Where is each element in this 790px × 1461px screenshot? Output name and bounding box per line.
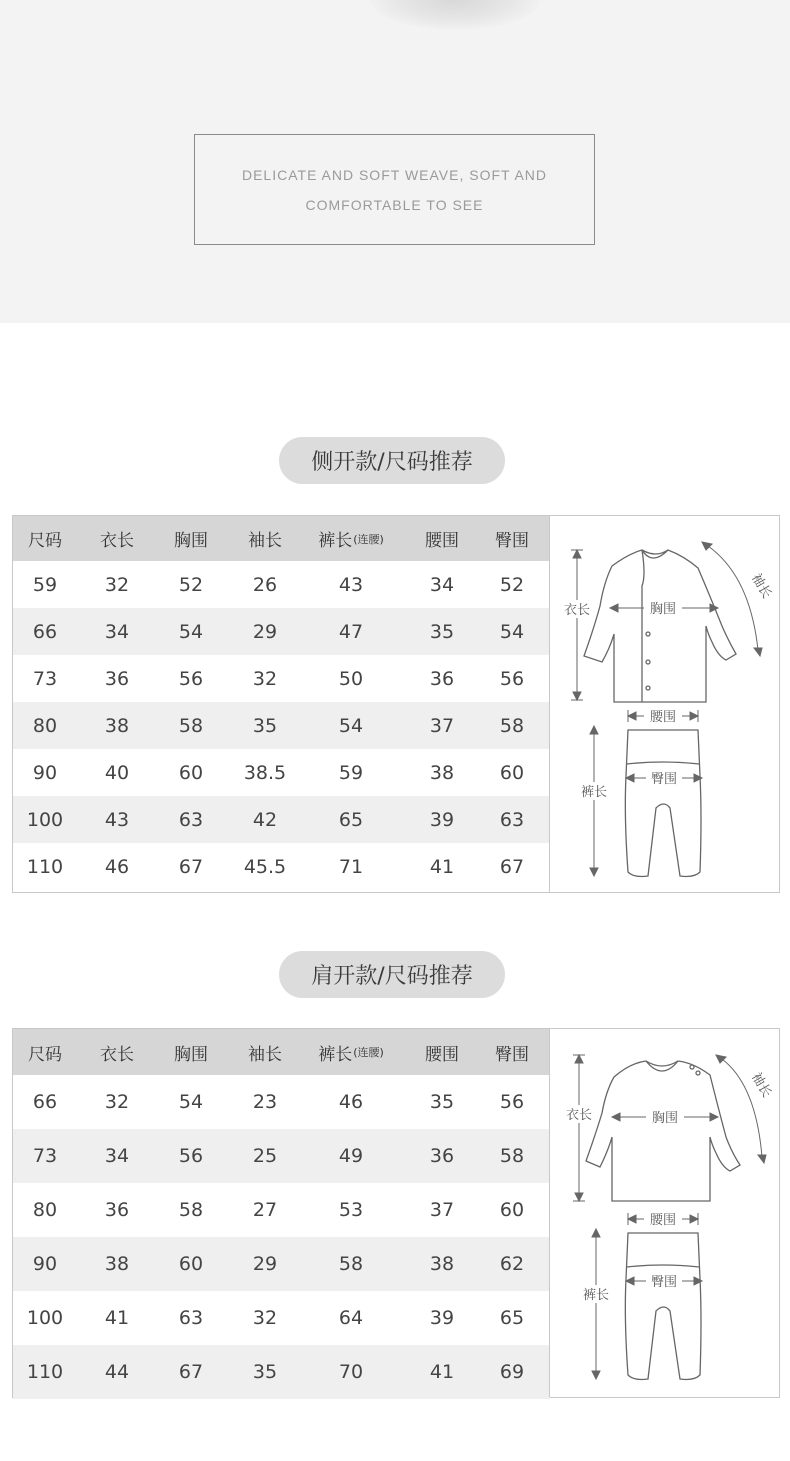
label-pants-length: 裤长 — [580, 785, 608, 800]
table-cell: 36 — [104, 1199, 130, 1221]
column-header-text: 腰围 — [425, 531, 459, 551]
section-title-text: 侧开款/尺码推荐 — [311, 450, 473, 475]
table-cell: 58 — [178, 714, 204, 737]
column-header — [425, 1029, 459, 1075]
table-cell: 27 — [252, 1199, 278, 1221]
column-header-text: 臀围 — [495, 1044, 529, 1065]
table-cell: 54 — [499, 620, 525, 643]
table-cell: 38 — [104, 714, 130, 737]
table-cell: 54 — [178, 1091, 204, 1113]
table-cell: 53 — [338, 1199, 364, 1221]
table-row — [13, 702, 550, 749]
table-cell: 90 — [32, 1253, 58, 1275]
pants-icon — [625, 730, 701, 877]
column-header — [28, 516, 62, 561]
table-cell: 100 — [26, 808, 64, 831]
table-cell: 59 — [32, 573, 58, 596]
table-header-row — [13, 516, 550, 561]
table-cell: 66 — [32, 1091, 58, 1113]
table-cell: 46 — [104, 855, 130, 878]
column-header — [174, 1029, 208, 1075]
column-header — [28, 1029, 62, 1075]
table-cell: 56 — [499, 1091, 525, 1113]
table-cell: 32 — [252, 667, 278, 690]
column-header-text: 腰围 — [425, 1044, 459, 1065]
table-row — [13, 1183, 550, 1237]
column-header-text: 袖长 — [248, 1044, 282, 1065]
table-cell: 45.5 — [243, 855, 287, 878]
column-header — [100, 516, 134, 561]
table-cell: 58 — [338, 1253, 364, 1275]
table-row — [13, 1345, 550, 1399]
column-header-text: 胸围 — [174, 1044, 208, 1065]
table-cell: 40 — [104, 761, 130, 784]
table-cell: 41 — [104, 1307, 130, 1329]
table-cell: 46 — [338, 1091, 364, 1113]
table-cell: 34 — [429, 573, 455, 596]
table-cell: 60 — [499, 761, 525, 784]
table-cell: 64 — [338, 1307, 364, 1329]
top-garment-icon — [584, 550, 736, 702]
table-cell: 38 — [429, 1253, 455, 1275]
tagline-box — [194, 134, 595, 245]
table-cell: 63 — [178, 808, 204, 831]
table-cell: 52 — [178, 573, 204, 596]
top-garment-icon — [586, 1061, 740, 1201]
table-cell: 80 — [32, 1199, 58, 1221]
table-cell: 90 — [32, 761, 58, 784]
table-cell: 36 — [104, 667, 130, 690]
table-cell: 29 — [252, 1253, 278, 1275]
table-cell: 35 — [429, 1091, 455, 1113]
table-cell: 110 — [26, 855, 64, 878]
size-chart-shoulder-open — [12, 1028, 780, 1398]
table-cell: 43 — [104, 808, 130, 831]
table-row — [13, 1075, 550, 1129]
table-cell: 67 — [178, 1361, 204, 1383]
hero-banner — [0, 0, 790, 323]
table-cell: 58 — [178, 1199, 204, 1221]
table-row — [13, 608, 550, 655]
table-cell: 60 — [178, 761, 204, 784]
table-cell: 39 — [429, 808, 455, 831]
column-header-text: 裤长 — [318, 1044, 353, 1065]
table-cell: 67 — [178, 855, 204, 878]
table-cell: 36 — [429, 667, 455, 690]
table-cell: 56 — [178, 667, 204, 690]
table-cell: 35 — [429, 620, 455, 643]
table-cell: 52 — [499, 573, 525, 596]
column-header — [248, 1029, 282, 1075]
table-cell: 41 — [429, 1361, 455, 1383]
column-header-text: 衣长 — [100, 531, 134, 551]
pants-length-arrow — [590, 726, 598, 876]
table-cell: 56 — [178, 1145, 204, 1167]
label-length: 衣长 — [563, 603, 591, 618]
table-cell: 50 — [338, 667, 364, 690]
table-row — [13, 843, 550, 890]
table-cell: 73 — [32, 1145, 58, 1167]
table-cell: 110 — [26, 1361, 64, 1383]
table-row — [13, 749, 550, 796]
garment-diagram-svg — [550, 1029, 779, 1397]
size-table — [13, 516, 550, 890]
label-chest: 胸围 — [649, 602, 677, 617]
table-cell: 26 — [252, 573, 278, 596]
table-cell: 70 — [338, 1361, 364, 1383]
table-cell: 65 — [338, 808, 364, 831]
column-header-note: (连腰) — [353, 1046, 384, 1059]
measurement-diagram — [549, 516, 779, 892]
table-cell: 32 — [104, 1091, 130, 1113]
table-cell: 58 — [499, 714, 525, 737]
table-cell: 43 — [338, 573, 364, 596]
table-cell: 38 — [104, 1253, 130, 1275]
table-header-row — [13, 1029, 550, 1075]
table-cell: 80 — [32, 714, 58, 737]
column-header — [495, 1029, 529, 1075]
column-header-text: 衣长 — [100, 1044, 134, 1065]
table-row — [13, 1237, 550, 1291]
table-row — [13, 561, 550, 608]
section-title-shoulder-open — [279, 951, 505, 998]
table-cell: 38.5 — [243, 761, 287, 784]
table-cell: 63 — [499, 808, 525, 831]
table-cell: 59 — [338, 761, 364, 784]
tagline-line-1: DELICATE AND SOFT WEAVE, SOFT AND — [241, 166, 547, 183]
table-cell: 66 — [32, 620, 58, 643]
table-cell: 29 — [252, 620, 278, 643]
column-header-text: 胸围 — [174, 531, 208, 551]
column-header — [174, 516, 208, 561]
column-header-note: (连腰) — [353, 532, 384, 546]
table-cell: 58 — [499, 1145, 525, 1167]
pants-icon — [625, 1233, 701, 1380]
size-chart-side-open — [12, 515, 780, 893]
table-cell: 34 — [104, 1145, 130, 1167]
tagline-line-2: COMFORTABLE TO SEE — [305, 196, 484, 213]
length-arrow — [571, 550, 583, 700]
label-hip: 臀围 — [650, 772, 678, 787]
table-cell: 23 — [252, 1091, 278, 1113]
label-hip: 臀围 — [650, 1275, 678, 1290]
table-cell: 54 — [178, 620, 204, 643]
table-cell: 54 — [338, 714, 364, 737]
table-cell: 73 — [32, 667, 58, 690]
label-sleeve: 袖长 — [748, 571, 775, 602]
table-cell: 42 — [252, 808, 278, 831]
table-cell: 62 — [499, 1253, 525, 1275]
table-row — [13, 655, 550, 702]
size-table — [13, 1029, 550, 1399]
label-pants-length: 裤长 — [582, 1288, 610, 1303]
table-cell: 39 — [429, 1307, 455, 1329]
column-header — [425, 516, 459, 561]
table-cell: 71 — [338, 855, 364, 878]
table-cell: 60 — [178, 1253, 204, 1275]
table-cell: 34 — [104, 620, 130, 643]
product-image-fragment — [370, 0, 540, 30]
length-arrow — [573, 1055, 585, 1201]
column-header-text: 臀围 — [495, 531, 529, 551]
table-cell: 100 — [26, 1307, 64, 1329]
table-cell: 69 — [499, 1361, 525, 1383]
table-cell: 44 — [104, 1361, 130, 1383]
label-sleeve: 袖长 — [748, 1070, 775, 1101]
table-cell: 32 — [252, 1307, 278, 1329]
table-cell: 37 — [429, 714, 455, 737]
column-header-text: 袖长 — [248, 531, 282, 551]
table-row — [13, 1291, 550, 1345]
table-cell: 36 — [429, 1145, 455, 1167]
table-cell: 32 — [104, 573, 130, 596]
table-cell: 63 — [178, 1307, 204, 1329]
column-header — [100, 1029, 134, 1075]
column-header — [318, 1029, 384, 1075]
table-cell: 25 — [252, 1145, 278, 1167]
column-header — [495, 516, 529, 561]
table-cell: 60 — [499, 1199, 525, 1221]
column-header — [248, 516, 282, 561]
table-cell: 38 — [429, 761, 455, 784]
table-cell: 35 — [252, 1361, 278, 1383]
table-cell: 41 — [429, 855, 455, 878]
measurement-diagram — [549, 1029, 779, 1397]
label-waist: 腰围 — [649, 710, 677, 725]
label-chest: 胸围 — [651, 1111, 679, 1126]
table-cell: 49 — [338, 1145, 364, 1167]
label-waist: 腰围 — [649, 1213, 677, 1228]
table-cell: 56 — [499, 667, 525, 690]
table-row — [13, 796, 550, 843]
table-row — [13, 1129, 550, 1183]
table-cell: 67 — [499, 855, 525, 878]
table-cell: 35 — [252, 714, 278, 737]
column-header — [318, 516, 384, 561]
table-cell: 37 — [429, 1199, 455, 1221]
section-title-text: 肩开款/尺码推荐 — [311, 964, 473, 989]
column-header-text: 尺码 — [28, 531, 62, 551]
garment-diagram-svg — [550, 516, 779, 892]
label-length: 衣长 — [565, 1108, 593, 1123]
table-cell: 65 — [499, 1307, 525, 1329]
section-title-side-open — [279, 437, 505, 484]
column-header-text: 尺码 — [28, 1044, 62, 1065]
table-cell: 47 — [338, 620, 364, 643]
column-header-text: 裤长 — [318, 531, 353, 551]
pants-length-arrow — [592, 1229, 600, 1379]
